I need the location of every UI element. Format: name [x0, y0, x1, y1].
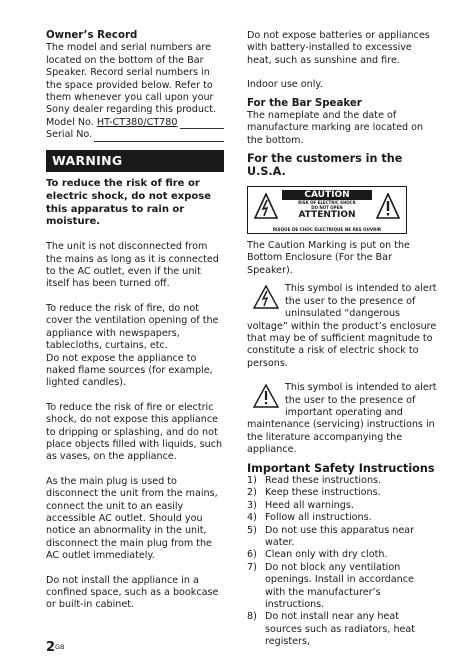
caution-line2: DO NOT OPEN [311, 205, 343, 211]
main-plug-paragraph: As the main plug is used to disconnect the unit from the mains, connect the unit to an easily accessible AC outlet. Should you notice an abnormality in the unit, disconnect the main plug from the AC outlet immediately. [46, 475, 218, 562]
owners-record-text: The model and serial numbers are located on the bottom of the Bar Speaker. Record serial numbers in the space provided below. Refer to them whenever you call upon your Sony dealer regarding this product. [46, 42, 217, 116]
confined-space-paragraph: Do not install the appliance in a confined space, such as a bookcase or built-in cabinet. [46, 574, 219, 611]
page-number [46, 640, 65, 655]
disconnect-paragraph: The unit is not disconnected from the mains as long as it is connected to the AC outlet, even if the unit itself has been turned off. [46, 241, 219, 290]
safety-item [247, 525, 437, 550]
safety-item [247, 500, 437, 512]
safety-item [247, 611, 437, 648]
right-column [247, 30, 437, 649]
model-value: HT-CT380/CT780 [96, 116, 178, 128]
instruction-symbol-text: This symbol is intended to alert the user to the presence of important operating and maintenance (servicing) instructions in the literature accompanying the appliance. [247, 382, 437, 456]
batteries-paragraph: Do not expose batteries or appliances with battery-installed to excessive heat, such as sunshine and fire. [247, 30, 430, 66]
safety-item-text: Heed all warnings. [265, 499, 354, 511]
safety-item-number: 2) [247, 487, 257, 499]
model-label: Model No. [46, 116, 94, 128]
safety-item-text: Do not use this apparatus near water. [265, 524, 415, 548]
safety-item [247, 512, 437, 524]
safety-item-number: 5) [247, 524, 257, 536]
bar-speaker-heading: For the Bar Speaker [247, 97, 362, 109]
safety-item-text: Read these instructions. [265, 474, 382, 486]
safety-list [247, 475, 437, 649]
lightning-triangle-icon [254, 193, 278, 219]
voltage-symbol-note [247, 283, 437, 370]
caution-marking-text: The Caution Marking is put on the Bottom Enclosure (For the Bar Speaker). [247, 240, 410, 276]
safety-item-text: Do not install near any heat sources such as radiators, heat registers, [265, 611, 416, 648]
bar-speaker-text: The nameplate and the date of manufacture marking are located on the bottom. [247, 110, 424, 146]
voltage-symbol-text: This symbol is intended to alert the user to the presence of uninsulated “dangerous voltage” within the product’s enclosure that may be of sufficient magnitude to constitute a risk of electric shock to persons. [247, 283, 437, 369]
safety-item-text: Do not block any ventilation openings. Install in accordance with the manufacturer’s instructions. [265, 561, 414, 611]
safety-item-number: 6) [247, 549, 257, 561]
lightning-triangle-icon [253, 285, 279, 309]
ventilation-paragraph: To reduce the risk of fire, do not cover the ventilation opening of the appliance with newspapers, tablecloths, curtains, etc. [46, 302, 219, 352]
indoor-use-text: Indoor use only. [247, 79, 323, 91]
serial-label: Serial No. [46, 129, 93, 141]
attention-title: ATTENTION [298, 210, 356, 221]
model-number-field [46, 117, 224, 129]
safety-item [247, 475, 437, 487]
serial-number-field [46, 129, 224, 141]
usa-heading: For the customers in the U.S.A. [247, 152, 403, 178]
warning-banner: WARNING [46, 150, 224, 172]
safety-item-number: 7) [247, 561, 257, 573]
owners-record-heading: Owner’s Record [46, 30, 138, 41]
safety-item-text: Clean only with dry cloth. [265, 549, 388, 561]
caution-line1: RISK OF ELECTRIC SHOCK [298, 200, 356, 206]
safety-item-number: 8) [247, 611, 257, 623]
safety-item-number: 4) [247, 512, 257, 524]
safety-item-number: 3) [247, 499, 257, 511]
exclamation-triangle-icon [253, 384, 279, 408]
caution-french-line: RISQUE DE CHOC ÉLECTRIQUE NE PAS OUVRIR [272, 227, 382, 233]
page-number-value: 2 [46, 640, 56, 655]
safety-heading: Important Safety Instructions [247, 461, 435, 475]
page-suffix: GB [55, 643, 65, 651]
safety-item [247, 549, 437, 561]
exclamation-triangle-icon [376, 193, 400, 219]
safety-item-number: 1) [247, 474, 257, 486]
safety-item [247, 562, 437, 612]
caution-title: CAUTION [282, 190, 372, 200]
flame-paragraph: Do not expose the appliance to naked flame sources (for example, lighted candles). [46, 352, 213, 389]
model-line [180, 117, 225, 129]
instruction-symbol-note [247, 382, 437, 456]
safety-item [247, 487, 437, 499]
safety-item-text: Keep these instructions. [265, 487, 381, 499]
caution-label [247, 186, 407, 234]
liquid-paragraph: To reduce the risk of fire or electric shock, do not expose this appliance to dripping or splashing, and do not place objects filled with liquids, such as vases, on the appliance. [46, 401, 223, 463]
left-column [46, 30, 224, 612]
serial-line [94, 130, 224, 142]
warning-lead: To reduce the risk of fire or electric shock, do not expose this apparatus to rain or moisture. [46, 178, 212, 228]
safety-item-text: Follow all instructions. [265, 512, 372, 524]
